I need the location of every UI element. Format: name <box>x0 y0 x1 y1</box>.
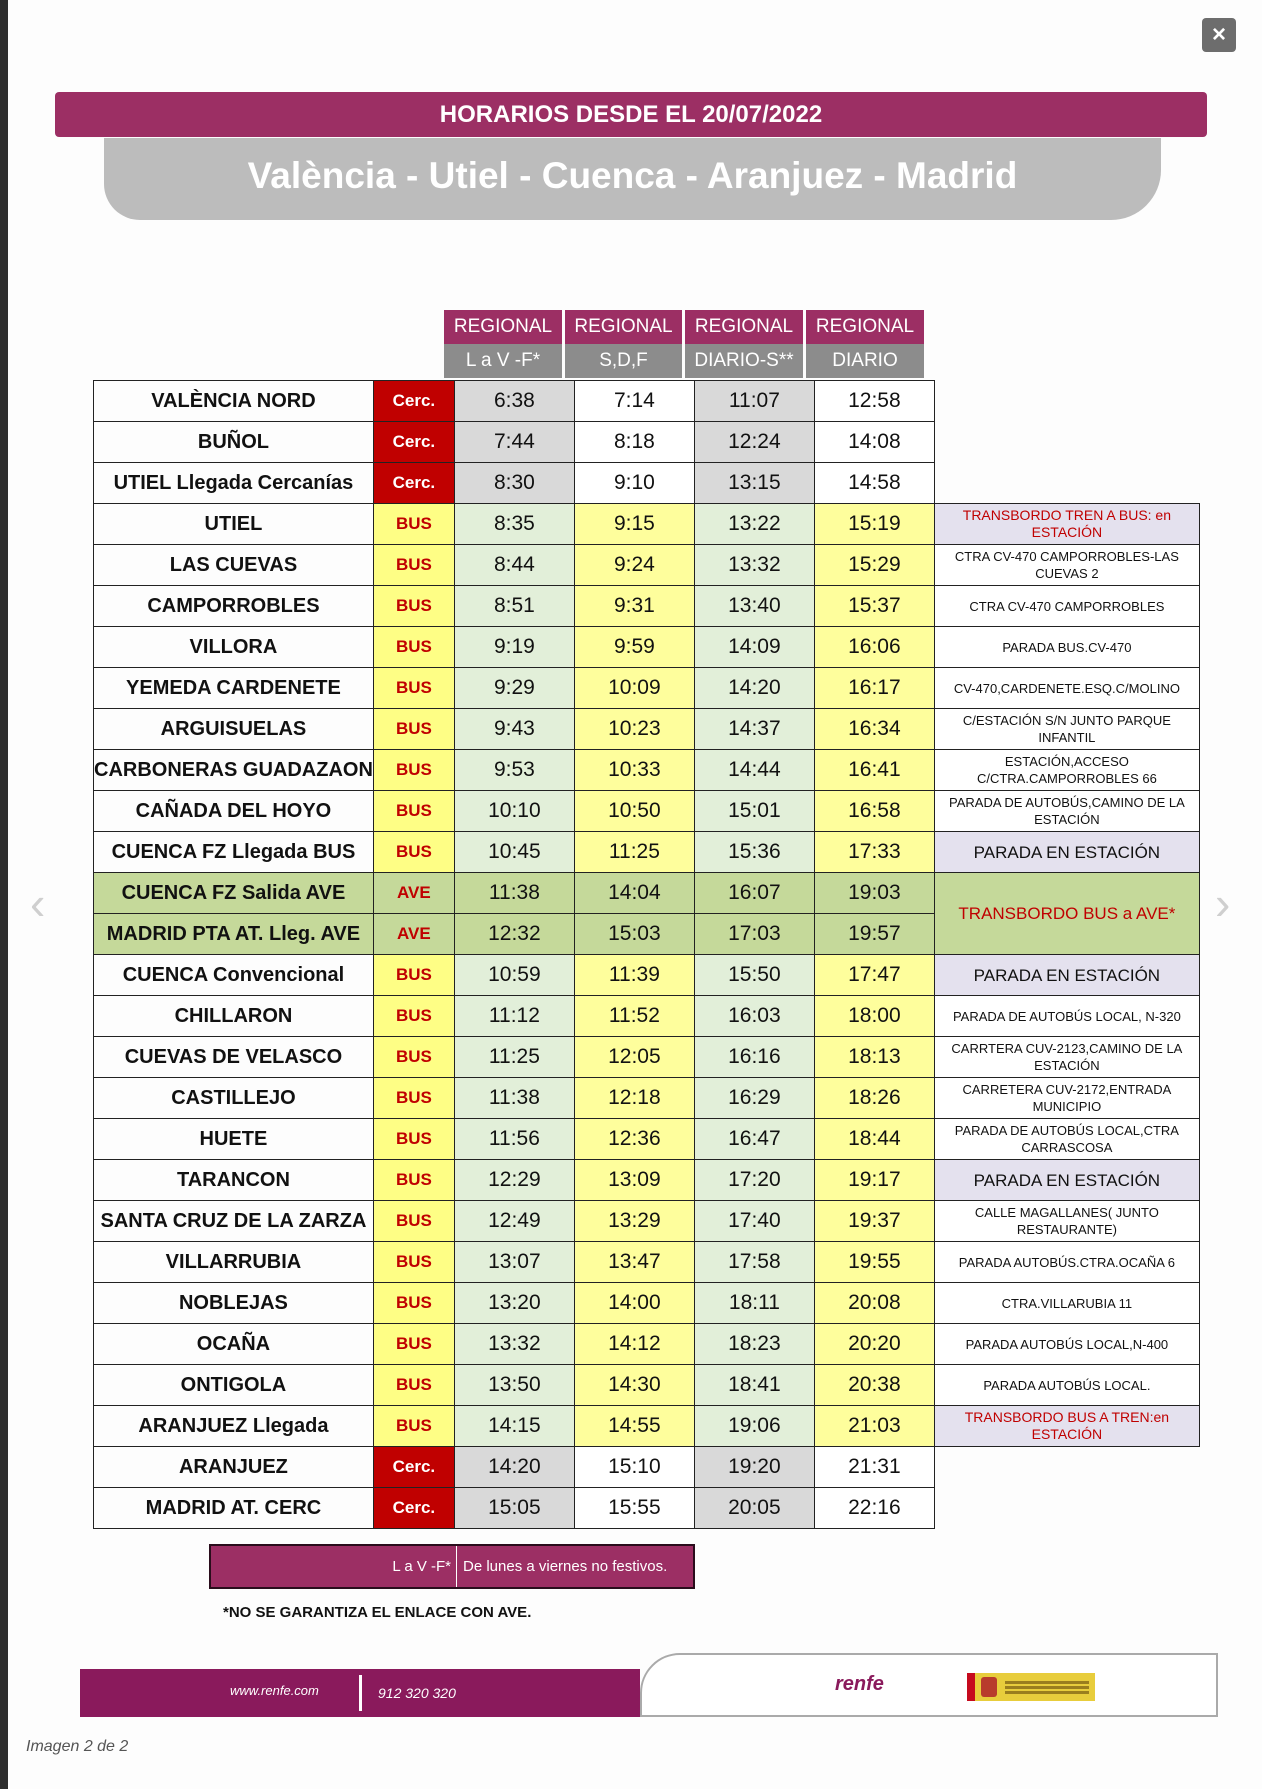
station-name: VALÈNCIA NORD <box>94 381 374 422</box>
time-cell: 10:59 <box>454 955 574 996</box>
table-row <box>94 709 1200 750</box>
service-type: Cerc. <box>373 381 454 422</box>
footer-logo-panel <box>640 1653 1218 1717</box>
station-name: VILLORA <box>94 627 374 668</box>
table-row <box>94 668 1200 709</box>
table-row <box>94 463 1200 504</box>
time-cell: 17:20 <box>694 1160 814 1201</box>
station-name: CASTILLEJO <box>94 1078 374 1119</box>
time-cell: 15:01 <box>694 791 814 832</box>
table-row <box>94 750 1200 791</box>
station-name: SANTA CRUZ DE LA ZARZA <box>94 1201 374 1242</box>
time-cell: 18:26 <box>814 1078 934 1119</box>
service-type: BUS <box>373 1406 454 1447</box>
station-name: HUETE <box>94 1119 374 1160</box>
station-name: NOBLEJAS <box>94 1283 374 1324</box>
time-cell: 14:04 <box>574 873 694 914</box>
time-cell: 14:30 <box>574 1365 694 1406</box>
footnote: *NO SE GARANTIZA EL ENLACE CON AVE. <box>223 1604 532 1621</box>
table-row <box>94 1365 1200 1406</box>
time-cell: 9:29 <box>454 668 574 709</box>
station-name: MADRID AT. CERC <box>94 1488 374 1529</box>
service-type: Cerc. <box>373 422 454 463</box>
time-cell: 19:17 <box>814 1160 934 1201</box>
time-cell: 19:37 <box>814 1201 934 1242</box>
service-type: BUS <box>373 1160 454 1201</box>
time-cell: 13:09 <box>574 1160 694 1201</box>
time-cell: 17:03 <box>694 914 814 955</box>
time-cell: 10:10 <box>454 791 574 832</box>
time-cell: 20:08 <box>814 1283 934 1324</box>
time-cell: 13:50 <box>454 1365 574 1406</box>
station-name: ARANJUEZ <box>94 1447 374 1488</box>
prev-image-icon[interactable]: ‹ <box>30 877 46 929</box>
time-cell: 20:20 <box>814 1324 934 1365</box>
time-cell: 18:13 <box>814 1037 934 1078</box>
time-cell: 6:38 <box>454 381 574 422</box>
next-image-icon[interactable]: › <box>1215 877 1231 929</box>
table-row <box>94 996 1200 1037</box>
service-type: BUS <box>373 1242 454 1283</box>
station-name: YEMEDA CARDENETE <box>94 668 374 709</box>
service-type: AVE <box>373 914 454 955</box>
table-row <box>94 791 1200 832</box>
table-row <box>94 627 1200 668</box>
table-row <box>94 545 1200 586</box>
station-name: CHILLARON <box>94 996 374 1037</box>
stop-note: ESTACIÓN,ACCESO C/CTRA.CAMPORROBLES 66 <box>934 750 1199 791</box>
time-cell: 8:35 <box>454 504 574 545</box>
image-pager: Imagen 2 de 2 <box>26 1738 129 1755</box>
table-row <box>94 381 1200 422</box>
station-name: ARGUISUELAS <box>94 709 374 750</box>
time-cell: 11:38 <box>454 873 574 914</box>
time-cell: 11:12 <box>454 996 574 1037</box>
close-icon[interactable]: × <box>1202 18 1236 52</box>
table-row <box>94 422 1200 463</box>
station-name: CAMPORROBLES <box>94 586 374 627</box>
service-type: BUS <box>373 1201 454 1242</box>
time-cell: 14:08 <box>814 422 934 463</box>
service-type: BUS <box>373 668 454 709</box>
table-row <box>94 873 1200 914</box>
stop-note: CARRTERA CUV-2123,CAMINO DE LA ESTACIÓN <box>934 1037 1199 1078</box>
service-type: BUS <box>373 627 454 668</box>
viewer-left-edge <box>0 0 8 1789</box>
time-cell: 14:44 <box>694 750 814 791</box>
legend-key: L a V -F* <box>392 1558 451 1575</box>
time-cell: 21:03 <box>814 1406 934 1447</box>
table-row <box>94 1406 1200 1447</box>
time-cell: 13:22 <box>694 504 814 545</box>
stop-note: PARADA DE AUTOBÚS,CAMINO DE LA ESTACIÓN <box>934 791 1199 832</box>
col-service-4: REGIONAL <box>806 310 924 344</box>
time-cell: 8:18 <box>574 422 694 463</box>
table-row <box>94 1447 1200 1488</box>
stop-note: PARADA EN ESTACIÓN <box>934 832 1199 873</box>
legend-value: De lunes a viernes no festivos. <box>456 1546 667 1587</box>
route-title: València - Utiel - Cuenca - Aranjuez - Madrid <box>104 138 1161 220</box>
table-row <box>94 1283 1200 1324</box>
time-cell: 10:50 <box>574 791 694 832</box>
stop-note: CARRETERA CUV-2172,ENTRADA MUNICIPIO <box>934 1078 1199 1119</box>
time-cell: 19:03 <box>814 873 934 914</box>
time-cell: 12:36 <box>574 1119 694 1160</box>
time-cell: 13:40 <box>694 586 814 627</box>
service-type: Cerc. <box>373 463 454 504</box>
station-name: LAS CUEVAS <box>94 545 374 586</box>
time-cell: 17:40 <box>694 1201 814 1242</box>
time-cell: 7:14 <box>574 381 694 422</box>
time-cell: 15:10 <box>574 1447 694 1488</box>
col-service-1: REGIONAL <box>444 310 562 344</box>
table-row <box>94 1037 1200 1078</box>
time-cell: 15:05 <box>454 1488 574 1529</box>
time-cell: 7:44 <box>454 422 574 463</box>
table-row <box>94 1119 1200 1160</box>
time-cell: 13:32 <box>694 545 814 586</box>
time-cell: 9:24 <box>574 545 694 586</box>
time-cell: 12:58 <box>814 381 934 422</box>
time-cell: 11:07 <box>694 381 814 422</box>
time-cell: 13:29 <box>574 1201 694 1242</box>
time-cell: 16:58 <box>814 791 934 832</box>
table-row <box>94 955 1200 996</box>
time-cell: 18:41 <box>694 1365 814 1406</box>
station-name: ARANJUEZ Llegada <box>94 1406 374 1447</box>
table-row <box>94 504 1200 545</box>
time-cell: 15:29 <box>814 545 934 586</box>
service-type: BUS <box>373 545 454 586</box>
time-cell: 9:19 <box>454 627 574 668</box>
service-type: AVE <box>373 873 454 914</box>
time-cell: 9:31 <box>574 586 694 627</box>
note-empty <box>934 1488 1199 1529</box>
time-cell: 19:06 <box>694 1406 814 1447</box>
time-cell: 19:20 <box>694 1447 814 1488</box>
government-logo <box>967 1673 1095 1701</box>
stop-note: CV-470,CARDENETE.ESQ.C/MOLINO <box>934 668 1199 709</box>
time-cell: 12:49 <box>454 1201 574 1242</box>
time-cell: 14:09 <box>694 627 814 668</box>
table-row <box>94 1324 1200 1365</box>
timetable <box>93 380 1200 1529</box>
station-name: CUENCA Convencional <box>94 955 374 996</box>
footer-website: www.renfe.com <box>230 1683 319 1698</box>
station-name: CUEVAS DE VELASCO <box>94 1037 374 1078</box>
time-cell: 8:44 <box>454 545 574 586</box>
table-row <box>94 1488 1200 1529</box>
stop-note: CALLE MAGALLANES( JUNTO RESTAURANTE) <box>934 1201 1199 1242</box>
station-name: CARBONERAS GUADAZAON <box>94 750 374 791</box>
service-type: BUS <box>373 832 454 873</box>
time-cell: 22:16 <box>814 1488 934 1529</box>
time-cell: 16:29 <box>694 1078 814 1119</box>
service-type: BUS <box>373 955 454 996</box>
time-cell: 11:38 <box>454 1078 574 1119</box>
time-cell: 14:15 <box>454 1406 574 1447</box>
note-empty <box>934 422 1199 463</box>
time-cell: 13:20 <box>454 1283 574 1324</box>
time-cell: 13:47 <box>574 1242 694 1283</box>
stop-note: PARADA BUS.CV-470 <box>934 627 1199 668</box>
table-row <box>94 1242 1200 1283</box>
time-cell: 10:45 <box>454 832 574 873</box>
time-cell: 18:00 <box>814 996 934 1037</box>
stop-note: PARADA DE AUTOBÚS LOCAL, N-320 <box>934 996 1199 1037</box>
station-name: ONTIGOLA <box>94 1365 374 1406</box>
service-type: Cerc. <box>373 1447 454 1488</box>
col-service-2: REGIONAL <box>565 310 682 344</box>
renfe-logo: renfe <box>835 1673 884 1695</box>
stop-note: PARADA DE AUTOBÚS LOCAL,CTRA CARRASCOSA <box>934 1119 1199 1160</box>
time-cell: 15:50 <box>694 955 814 996</box>
service-type: BUS <box>373 1119 454 1160</box>
time-cell: 10:23 <box>574 709 694 750</box>
time-cell: 20:38 <box>814 1365 934 1406</box>
time-cell: 17:47 <box>814 955 934 996</box>
time-cell: 14:37 <box>694 709 814 750</box>
stop-note: CTRA CV-470 CAMPORROBLES <box>934 586 1199 627</box>
time-cell: 13:15 <box>694 463 814 504</box>
time-cell: 11:39 <box>574 955 694 996</box>
time-cell: 18:23 <box>694 1324 814 1365</box>
time-cell: 12:32 <box>454 914 574 955</box>
time-cell: 20:05 <box>694 1488 814 1529</box>
time-cell: 8:51 <box>454 586 574 627</box>
time-cell: 14:12 <box>574 1324 694 1365</box>
station-name: MADRID PTA AT. Lleg. AVE <box>94 914 374 955</box>
footer-separator <box>359 1675 362 1711</box>
time-cell: 14:20 <box>454 1447 574 1488</box>
service-type: BUS <box>373 1283 454 1324</box>
stop-note: PARADA EN ESTACIÓN <box>934 1160 1199 1201</box>
service-type: BUS <box>373 1365 454 1406</box>
station-name: OCAÑA <box>94 1324 374 1365</box>
station-name: CUENCA FZ Llegada BUS <box>94 832 374 873</box>
stop-note: TRANSBORDO TREN A BUS: en ESTACIÓN <box>934 504 1199 545</box>
time-cell: 13:07 <box>454 1242 574 1283</box>
footer-phone: 912 320 320 <box>378 1685 456 1701</box>
service-type: Cerc. <box>373 1488 454 1529</box>
time-cell: 15:36 <box>694 832 814 873</box>
time-cell: 12:24 <box>694 422 814 463</box>
footer <box>80 1653 1218 1717</box>
station-name: CAÑADA DEL HOYO <box>94 791 374 832</box>
stop-note: PARADA EN ESTACIÓN <box>934 955 1199 996</box>
service-type: BUS <box>373 1078 454 1119</box>
col-days-4: DIARIO <box>806 344 924 378</box>
stop-note: TRANSBORDO BUS A TREN:en ESTACIÓN <box>934 1406 1199 1447</box>
table-row <box>94 586 1200 627</box>
time-cell: 16:34 <box>814 709 934 750</box>
time-cell: 10:33 <box>574 750 694 791</box>
table-row <box>94 832 1200 873</box>
col-days-1: L a V -F* <box>444 344 562 378</box>
service-type: BUS <box>373 791 454 832</box>
time-cell: 18:11 <box>694 1283 814 1324</box>
time-cell: 9:10 <box>574 463 694 504</box>
note-empty <box>934 463 1199 504</box>
time-cell: 19:55 <box>814 1242 934 1283</box>
service-type: BUS <box>373 1324 454 1365</box>
time-cell: 10:09 <box>574 668 694 709</box>
time-cell: 11:25 <box>574 832 694 873</box>
table-row <box>94 1160 1200 1201</box>
time-cell: 9:15 <box>574 504 694 545</box>
col-service-3: REGIONAL <box>685 310 803 344</box>
stop-note: CTRA CV-470 CAMPORROBLES-LAS CUEVAS 2 <box>934 545 1199 586</box>
service-type: BUS <box>373 1037 454 1078</box>
col-days-2: S,D,F <box>565 344 682 378</box>
service-type: BUS <box>373 709 454 750</box>
time-cell: 19:57 <box>814 914 934 955</box>
col-days-3: DIARIO-S** <box>685 344 803 378</box>
time-cell: 16:17 <box>814 668 934 709</box>
stop-note: PARADA AUTOBÚS LOCAL,N-400 <box>934 1324 1199 1365</box>
table-row <box>94 1201 1200 1242</box>
time-cell: 21:31 <box>814 1447 934 1488</box>
stop-note: C/ESTACIÓN S/N JUNTO PARQUE INFANTIL <box>934 709 1199 750</box>
schedule-banner: HORARIOS DESDE EL 20/07/2022 <box>55 92 1207 137</box>
station-name: VILLARRUBIA <box>94 1242 374 1283</box>
time-cell: 17:33 <box>814 832 934 873</box>
time-cell: 8:30 <box>454 463 574 504</box>
time-cell: 18:44 <box>814 1119 934 1160</box>
station-name: CUENCA FZ Salida AVE <box>94 873 374 914</box>
time-cell: 16:47 <box>694 1119 814 1160</box>
time-cell: 17:58 <box>694 1242 814 1283</box>
time-cell: 14:20 <box>694 668 814 709</box>
station-name: TARANCON <box>94 1160 374 1201</box>
time-cell: 13:32 <box>454 1324 574 1365</box>
table-row <box>94 1078 1200 1119</box>
legend-box <box>209 1544 695 1589</box>
station-name: UTIEL <box>94 504 374 545</box>
service-type: BUS <box>373 586 454 627</box>
service-type: BUS <box>373 504 454 545</box>
time-cell: 12:29 <box>454 1160 574 1201</box>
stop-note: PARADA AUTOBÚS LOCAL. <box>934 1365 1199 1406</box>
time-cell: 11:52 <box>574 996 694 1037</box>
time-cell: 15:19 <box>814 504 934 545</box>
note-empty <box>934 1447 1199 1488</box>
time-cell: 15:55 <box>574 1488 694 1529</box>
time-cell: 9:59 <box>574 627 694 668</box>
time-cell: 14:55 <box>574 1406 694 1447</box>
time-cell: 16:06 <box>814 627 934 668</box>
time-cell: 12:18 <box>574 1078 694 1119</box>
time-cell: 16:07 <box>694 873 814 914</box>
stop-note: TRANSBORDO BUS a AVE* <box>934 873 1199 955</box>
time-cell: 11:56 <box>454 1119 574 1160</box>
time-cell: 12:05 <box>574 1037 694 1078</box>
time-cell: 11:25 <box>454 1037 574 1078</box>
time-cell: 15:03 <box>574 914 694 955</box>
time-cell: 16:41 <box>814 750 934 791</box>
stop-note: CTRA.VILLARUBIA 11 <box>934 1283 1199 1324</box>
time-cell: 9:53 <box>454 750 574 791</box>
station-name: BUÑOL <box>94 422 374 463</box>
time-cell: 16:03 <box>694 996 814 1037</box>
service-type: BUS <box>373 750 454 791</box>
service-type: BUS <box>373 996 454 1037</box>
time-cell: 14:58 <box>814 463 934 504</box>
time-cell: 15:37 <box>814 586 934 627</box>
time-cell: 14:00 <box>574 1283 694 1324</box>
time-cell: 9:43 <box>454 709 574 750</box>
station-name: UTIEL Llegada Cercanías <box>94 463 374 504</box>
note-empty <box>934 381 1199 422</box>
stop-note: PARADA AUTOBÚS.CTRA.OCAÑA 6 <box>934 1242 1199 1283</box>
time-cell: 16:16 <box>694 1037 814 1078</box>
